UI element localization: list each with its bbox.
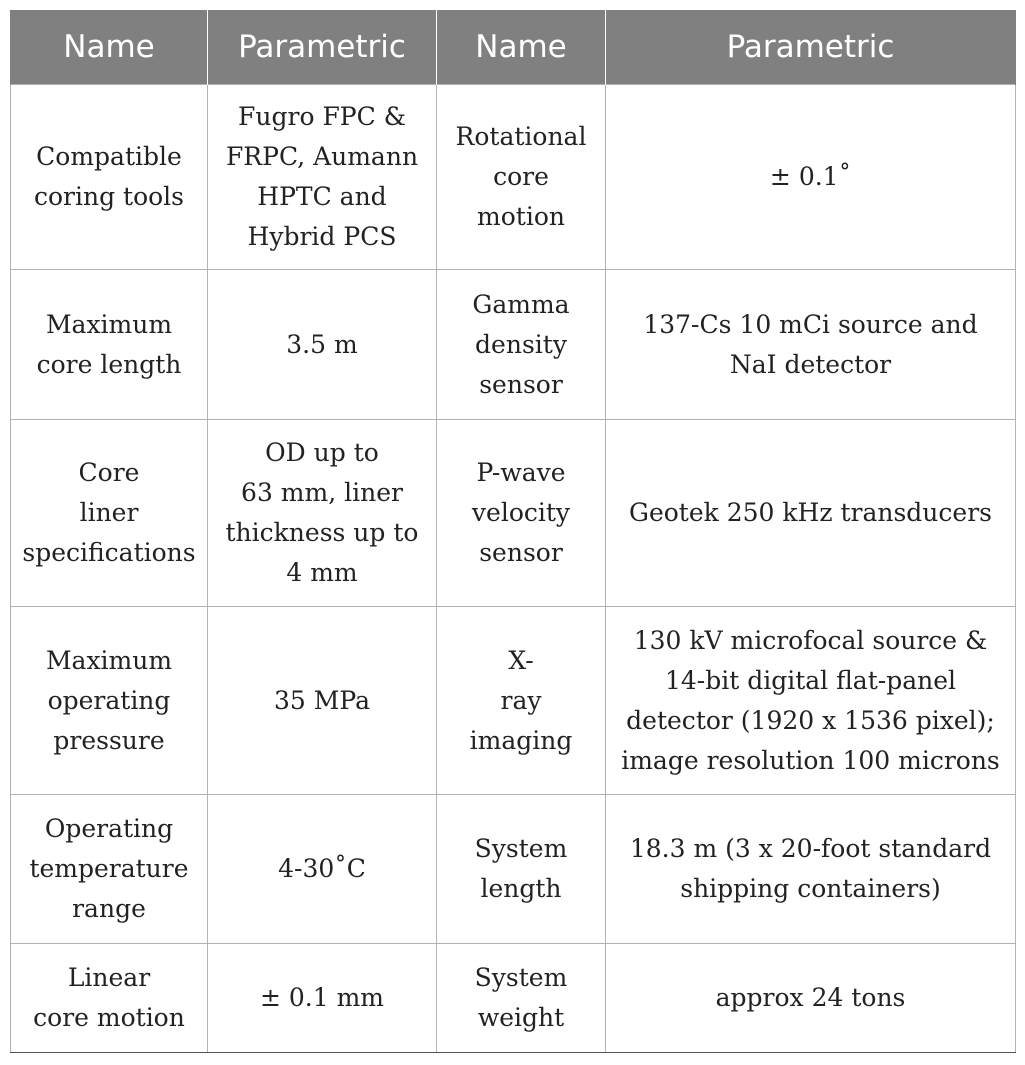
header-name-2: Name xyxy=(437,10,606,85)
cell-text: 4-30˚C xyxy=(278,854,366,883)
cell-text: P-wave velocity sensor xyxy=(471,458,571,567)
cell-text: Maximum core length xyxy=(36,309,182,379)
cell-text: ± 0.1 mm xyxy=(259,983,384,1012)
table-cell-name xyxy=(437,607,606,795)
table-cell-name xyxy=(437,270,606,420)
table-cell-name xyxy=(437,85,606,270)
cell-text: 3.5 m xyxy=(286,329,358,359)
cell-text: Geotek 250 kHz transducers xyxy=(628,498,992,527)
table-row xyxy=(11,944,1016,1053)
table-cell-name xyxy=(11,270,208,420)
cell-text: System length xyxy=(474,834,568,903)
cell-text: 137-Cs 10 mCi source and NaI detector xyxy=(643,309,978,379)
cell-text: Maximum operating pressure xyxy=(45,645,173,755)
table-cell-name xyxy=(437,944,606,1053)
table-row xyxy=(11,420,1016,607)
table-cell-value xyxy=(606,944,1016,1053)
table-cell-name xyxy=(11,420,208,607)
header-parametric-1: Parametric xyxy=(208,10,437,85)
table-cell-value xyxy=(606,85,1016,270)
cell-text: Linear core motion xyxy=(33,963,185,1032)
cell-text: Operating temperature range xyxy=(29,814,189,923)
specifications-table-container xyxy=(10,10,1015,1053)
table-body xyxy=(11,85,1016,1053)
cell-text: approx 24 tons xyxy=(715,983,906,1012)
cell-text: ± 0.1˚ xyxy=(769,162,852,191)
table-cell-name xyxy=(11,795,208,944)
table-cell-value xyxy=(208,270,437,420)
table-row xyxy=(11,85,1016,270)
table-row xyxy=(11,607,1016,795)
table-cell-name xyxy=(437,420,606,607)
cell-text: Fugro FPC & FRPC, Aumann HPTC and Hybrid PCS xyxy=(225,102,419,251)
cell-text: System weight xyxy=(474,963,568,1032)
cell-text: Gamma density sensor xyxy=(472,289,570,399)
table-cell-value xyxy=(208,944,437,1053)
table-cell-name xyxy=(11,944,208,1053)
table-row xyxy=(11,270,1016,420)
table-header xyxy=(11,10,1016,85)
header-row xyxy=(11,10,1016,85)
table-cell-value xyxy=(606,420,1016,607)
cell-text: Compatible coring tools xyxy=(33,142,185,211)
cell-text: Rotational core motion xyxy=(455,122,587,231)
cell-text: OD up to 63 mm, liner thickness up to 4 mm xyxy=(225,438,419,587)
cell-text: Core liner specifications xyxy=(22,458,196,567)
table-cell-value xyxy=(208,795,437,944)
header-parametric-2: Parametric xyxy=(606,10,1016,85)
table-cell-value xyxy=(606,270,1016,420)
cell-text: 130 kV microfocal source & 14-bit digital flat-panel detector (1920 x 1536 pixel); image resolution 100 microns xyxy=(621,625,1000,775)
header-name-1: Name xyxy=(11,10,208,85)
table-cell-value xyxy=(208,85,437,270)
table-cell-value xyxy=(606,795,1016,944)
table-cell-name xyxy=(11,85,208,270)
cell-text: 18.3 m (3 x 20-foot standard shipping containers) xyxy=(629,834,992,903)
table-cell-name xyxy=(11,607,208,795)
table-cell-value xyxy=(606,607,1016,795)
table-cell-value xyxy=(208,607,437,795)
table-cell-value xyxy=(208,420,437,607)
table-row xyxy=(11,795,1016,944)
cell-text: 35 MPa xyxy=(274,685,370,715)
specifications-table xyxy=(10,10,1016,1053)
table-cell-name xyxy=(437,795,606,944)
cell-text: X- ray imaging xyxy=(469,645,573,755)
